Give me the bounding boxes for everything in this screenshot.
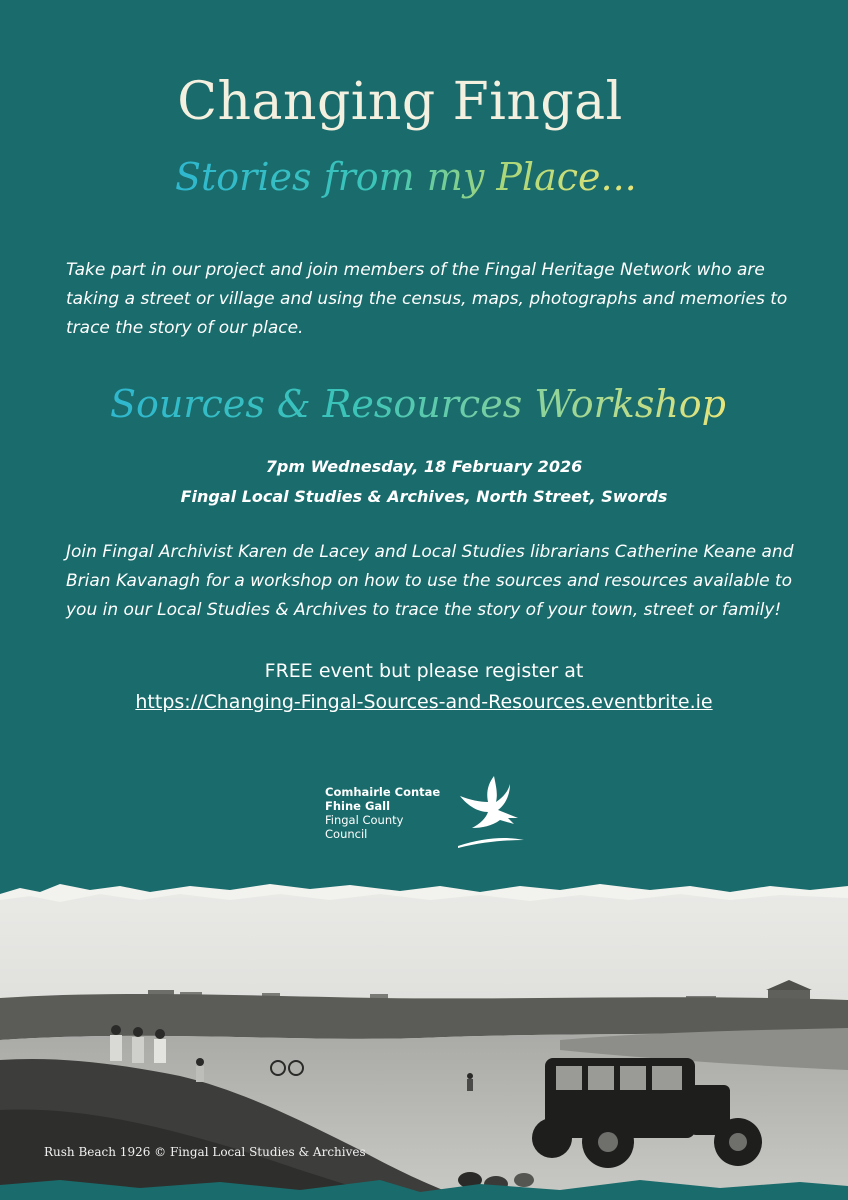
intro-line: Take part in our project and join members of the Fingal Heritage Network who are	[66, 260, 765, 280]
description-line: you in our Local Studies & Archives to trace the story of your town, street or family!	[66, 600, 782, 620]
poster-subtitle: Stories from my Place...	[175, 155, 637, 199]
event-time: 7pm Wednesday, 18 February 2026	[265, 457, 583, 476]
council-logo-text	[325, 785, 440, 841]
registration-text: FREE event but please register at	[264, 660, 584, 682]
workshop-title: Sources & Resources Workshop	[110, 382, 726, 426]
event-venue: Fingal Local Studies & Archives, North Street, Swords	[180, 487, 668, 506]
photo-caption: Rush Beach 1926 © Fingal Local Studies & Archives	[44, 1145, 366, 1159]
bird-icon	[452, 772, 532, 852]
logo-line-irish-1: Comhairle Contae	[325, 785, 441, 799]
registration-link[interactable]: https://Changing-Fingal-Sources-and-Resources.eventbrite.ie	[135, 691, 713, 713]
intro-paragraph	[66, 256, 806, 343]
intro-line: trace the story of our place.	[66, 318, 304, 338]
logo-line-english-1: Fingal County	[325, 813, 404, 827]
logo-line-irish-2: Fhine Gall	[325, 799, 391, 813]
description-line: Join Fingal Archivist Karen de Lacey and Local Studies librarians Catherine Keane and	[66, 542, 794, 562]
logo-line-english-2: Council	[325, 827, 368, 841]
event-details	[0, 452, 848, 512]
registration-block	[0, 656, 848, 718]
intro-line: taking a street or village and using the census, maps, photographs and memories to	[66, 289, 788, 309]
description-line: Brian Kavanagh for a workshop on how to use the sources and resources available to	[66, 571, 793, 591]
description-paragraph	[66, 538, 826, 625]
poster-title: Changing Fingal	[177, 72, 623, 132]
